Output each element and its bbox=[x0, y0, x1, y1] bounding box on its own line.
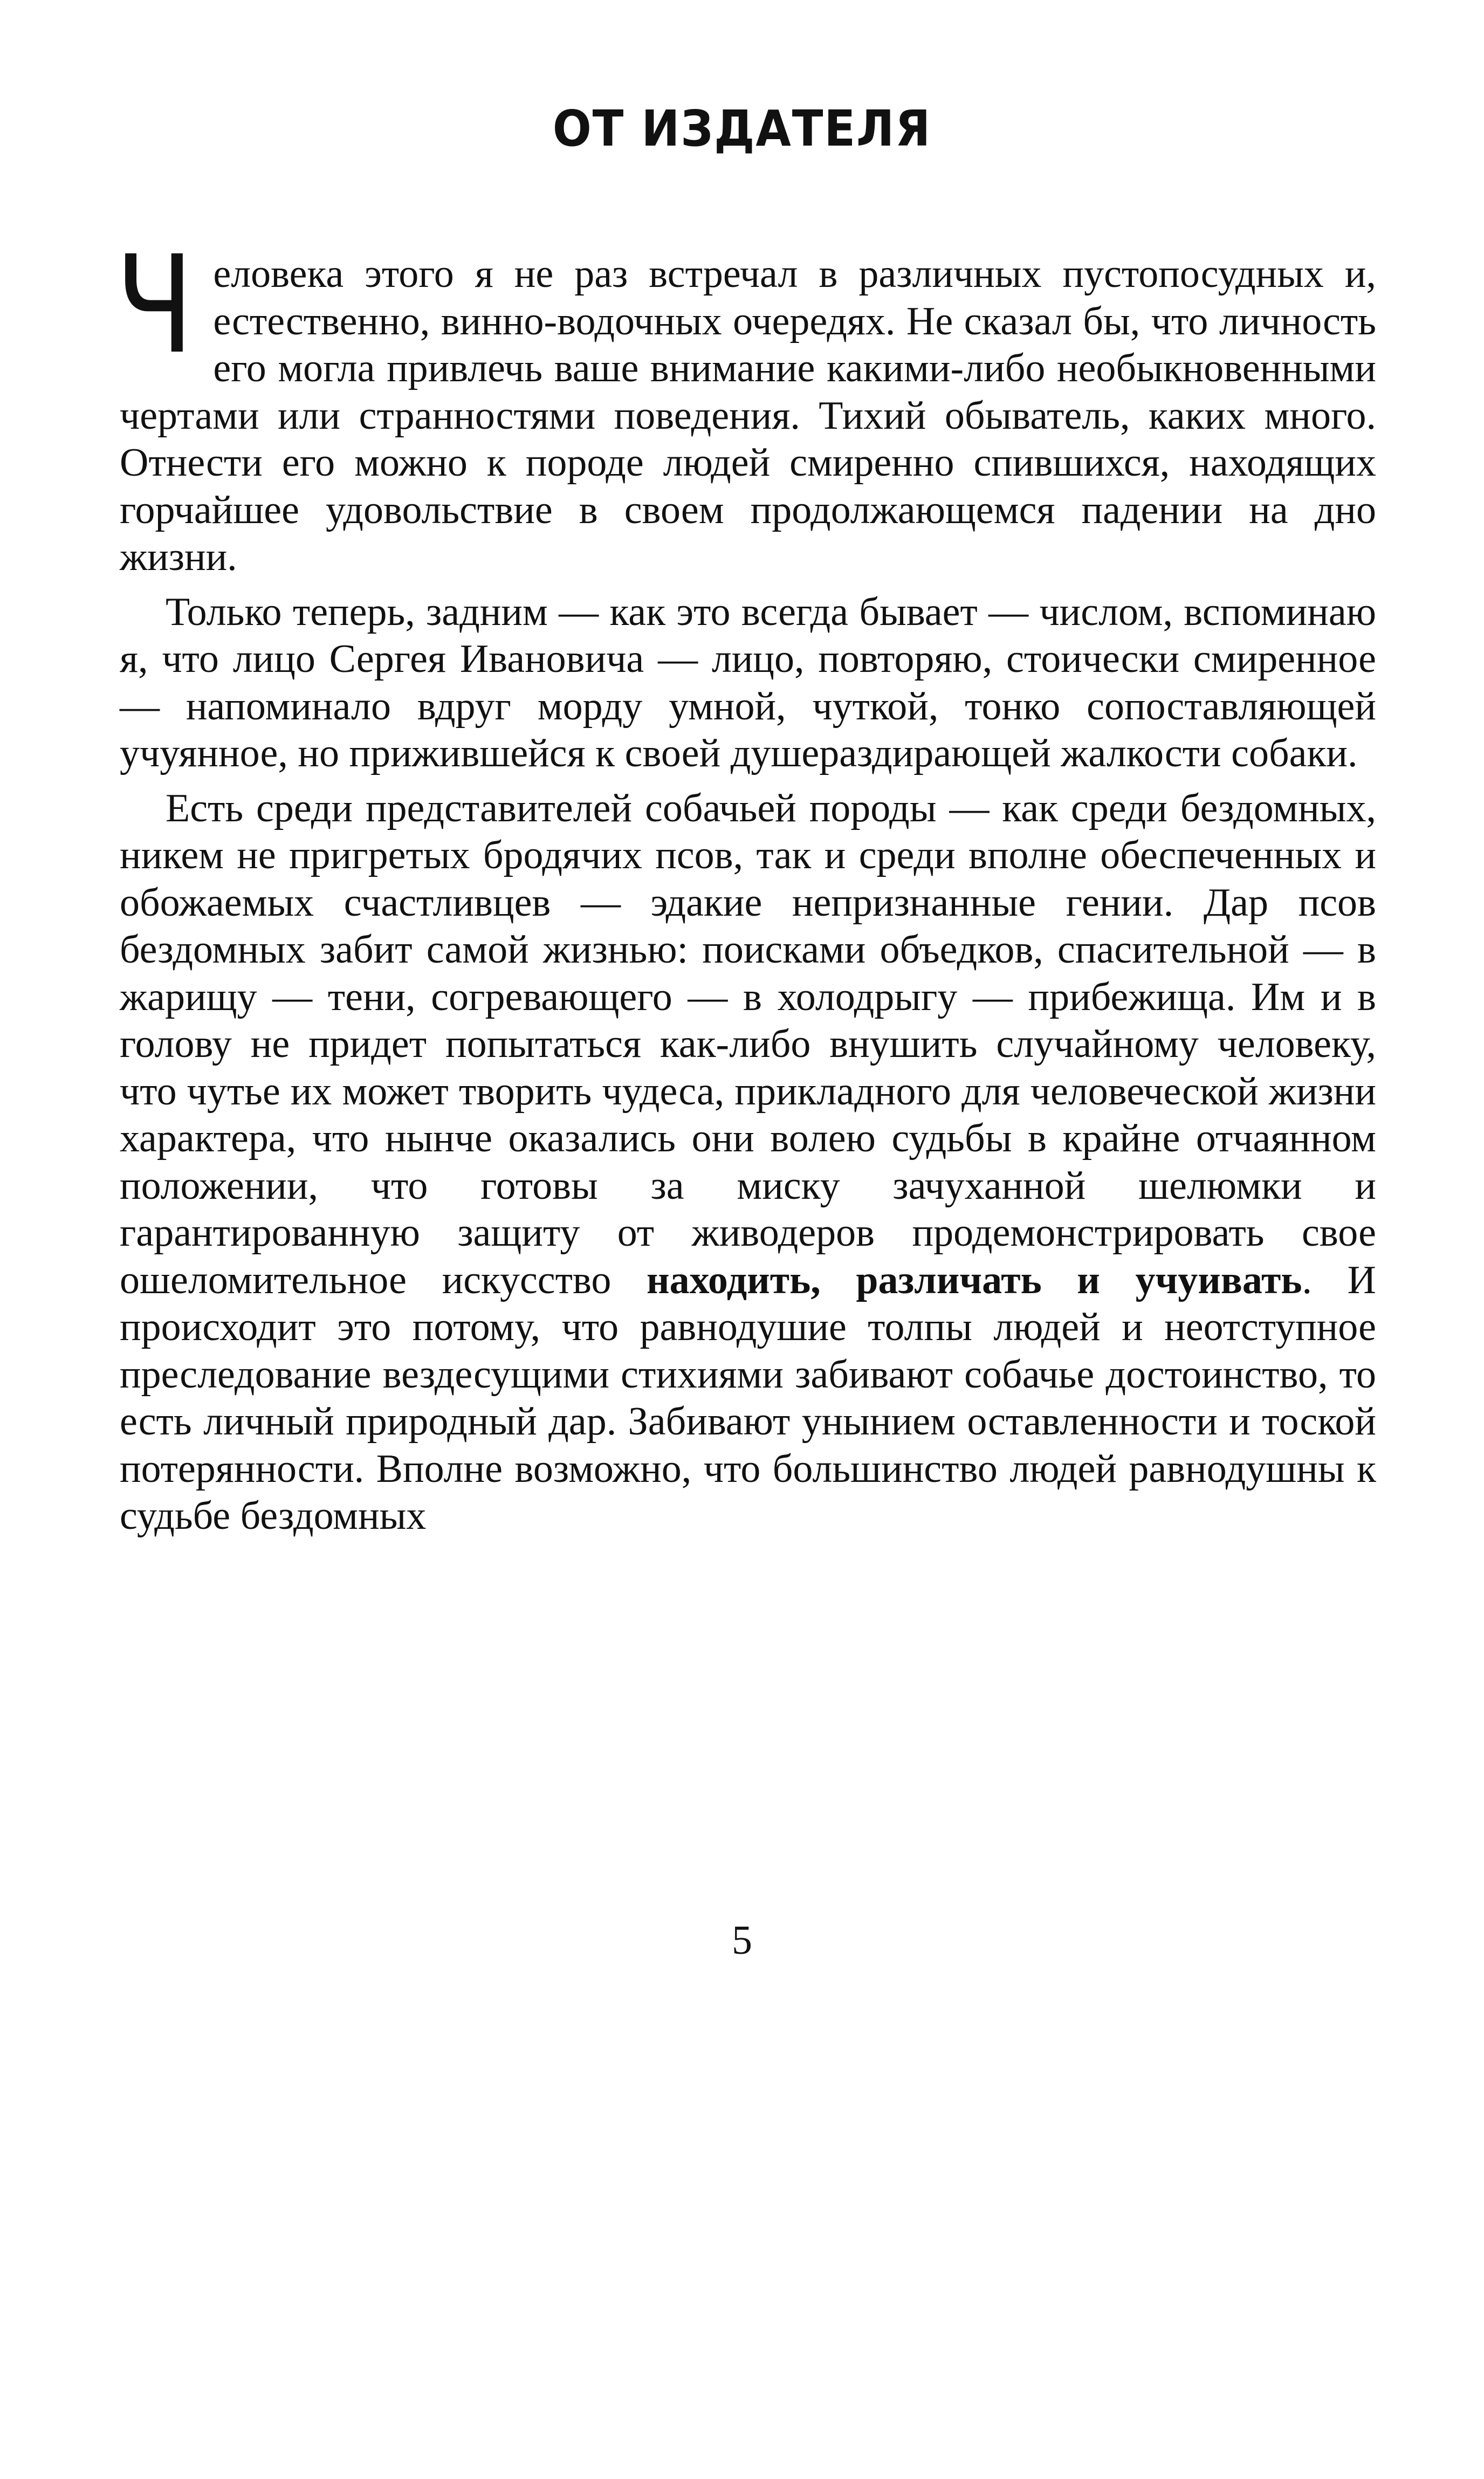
page-number: 5 bbox=[732, 1918, 752, 1963]
paragraph-2: Только теперь, задним — как это всегда бывает — числом, вспоминаю я, что лицо Сергея Ивановича — лицо, повторяю, стоически смиренное — напоминало вдруг морду умной, чуткой, тонко сопоставляющей учуянное, но прижившейся к своей душераздирающей жалкости собаки. bbox=[120, 589, 1376, 775]
paragraph-3 bbox=[120, 785, 1376, 1540]
drop-cap: Ч bbox=[115, 226, 194, 383]
section-heading: ОТ ИЗДАТЕЛЯ bbox=[552, 100, 932, 157]
paragraph-1-text: еловека этого я не раз встречал в различных пустопосудных и, естественно, винно-водочных очередях. Не сказал бы, что личность его могла привлечь ваше внимание какими-либо необыкновенными чертами или странностями поведения. Тихий обыватель, каких много. Отнести его можно к породе людей смиренно спившихся, находящих горчайшее удовольствие в своем продолжающемся падении на дно жизни. bbox=[120, 252, 1376, 579]
paragraph-3-bold-text: находить, различать и учуивать bbox=[647, 1258, 1302, 1302]
paragraph-3-text-end: . И происходит это потому, что равнодушие толпы людей и неотступное преследование вездесущими стихиями забивают собачье достоинство, то есть личный природный дар. Забивают унынием оставленности и тоской потерянности. Вполне возможно, что большинство людей равнодушны к судьбе бездомных bbox=[120, 1258, 1376, 1538]
paragraph-3-text-start: Есть среди представителей собачьей породы — как среди бездомных, никем не пригретых бродячих псов, так и среди вполне обеспеченных и обожаемых счастливцев — эдакие непризнанные гении. Дар псов бездомных забит самой жизнью: поисками объедков, спасительной — в жарищу — тени, согревающего — в холодрыгу — прибежища. Им и в голову не придет попытаться как-либо внушить случайному человеку, что чутье их может творить чудеса, прикладного для человеческой жизни характера, что нынче оказались они волею судьбы в крайне отчаянном положении, что готовы за миску зачуханной шелюмки и гарантированную защиту от живодеров продемонстрировать свое ошеломительное искусство bbox=[120, 786, 1376, 1302]
body-text bbox=[115, 226, 1376, 1548]
paragraph-1 bbox=[115, 226, 1376, 581]
